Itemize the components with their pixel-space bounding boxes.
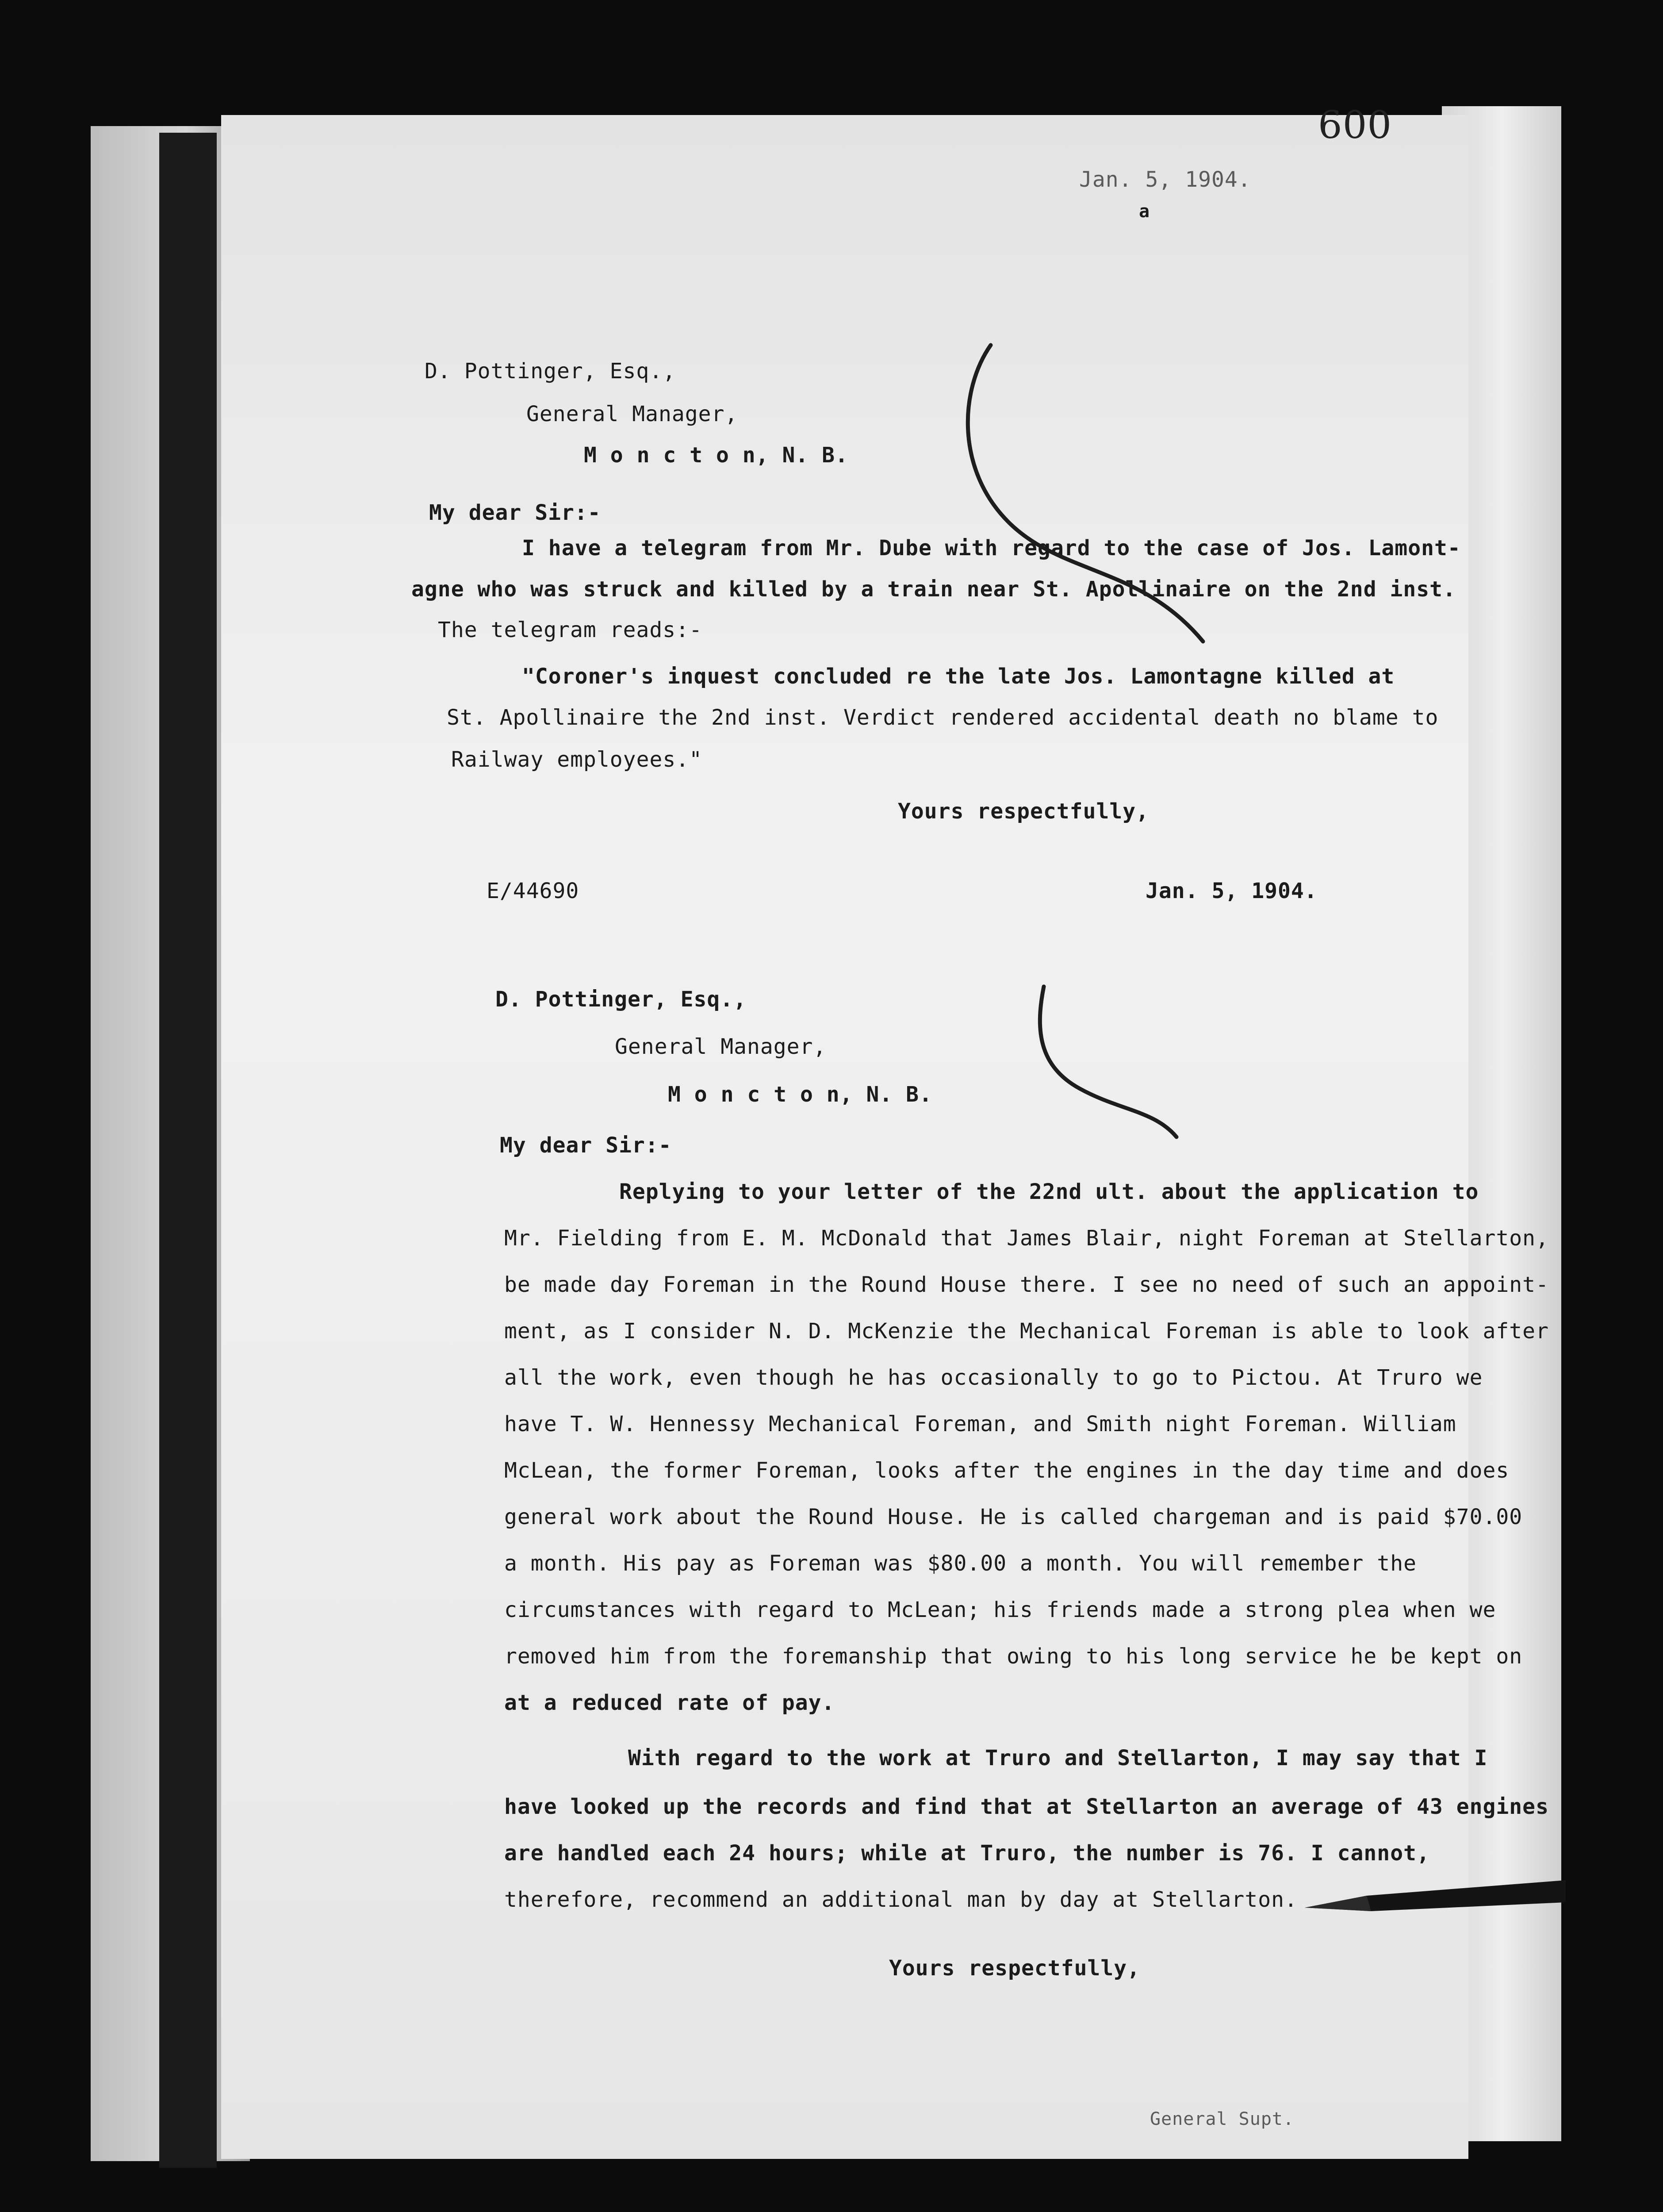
- letter1-recipient-name: D. Pottinger, Esq.,: [425, 359, 676, 384]
- letter2-recipient-title: General Manager,: [615, 1034, 827, 1059]
- letter2-salutation: My dear Sir:-: [500, 1133, 672, 1158]
- letter2-paragraph1-line: have T. W. Hennessy Mechanical Foreman, and Smith night Foreman. William: [504, 1412, 1456, 1436]
- letter2-paragraph1-line: be made day Foreman in the Round House there. I see no need of such an appoint-: [504, 1272, 1549, 1297]
- letter2-paragraph2-line: With regard to the work at Truro and Stellarton, I may say that I: [628, 1746, 1488, 1770]
- letter2-signature: General Supt.: [1150, 2109, 1295, 2129]
- stray-hair-stroke: [1031, 978, 1190, 1146]
- letter1-salutation: My dear Sir:-: [429, 500, 601, 525]
- letter2-paragraph2-line: therefore, recommend an additional man by day at Stellarton.: [504, 1887, 1298, 1912]
- letter1-mark: a: [1139, 201, 1150, 222]
- stray-hair-stroke: [955, 336, 1230, 655]
- letter2-paragraph2-line: have looked up the records and find that at Stellarton an average of 43 engines: [504, 1794, 1549, 1819]
- letter2-recipient-place: M o n c t o n, N. B.: [668, 1082, 932, 1107]
- letter1-date: Jan. 5, 1904.: [1079, 167, 1251, 192]
- letter2-closing: Yours respectfully,: [889, 1956, 1141, 1981]
- letterbook-page: [221, 103, 1549, 2159]
- letter2-paragraph1-line: all the work, even though he has occasionally to go to Pictou. At Truro we: [504, 1365, 1483, 1390]
- letter1-quote-line: St. Apollinaire the 2nd inst. Verdict rendered accidental death no blame to: [447, 705, 1439, 730]
- page-number: 600: [1318, 103, 1392, 147]
- letter2-date: Jan. 5, 1904.: [1146, 879, 1318, 903]
- letter1-body-line: agne who was struck and killed by a train near St. Apollinaire on the 2nd inst.: [411, 577, 1456, 602]
- letter1-body-line: The telegram reads:-: [438, 618, 702, 642]
- letter2-paragraph1-line: McLean, the former Foreman, looks after the engines in the day time and does: [504, 1458, 1510, 1483]
- letter2-paragraph1-line: at a reduced rate of pay.: [504, 1690, 835, 1715]
- letter2-paragraph2-line: are handled each 24 hours; while at Truro, the number is 76. I cannot,: [504, 1841, 1430, 1866]
- pen-icon: [1305, 1876, 1566, 1924]
- letter1-recipient-title: General Manager,: [526, 402, 738, 426]
- letter2-paragraph1-line: ment, as I consider N. D. McKenzie the Mechanical Foreman is able to look after: [504, 1319, 1549, 1344]
- letter2-paragraph1-line: a month. His pay as Foreman was $80.00 a month. You will remember the: [504, 1551, 1417, 1576]
- letter1-body-line: I have a telegram from Mr. Dube with regard to the case of Jos. Lamont-: [522, 536, 1461, 561]
- letter2-paragraph1-line: general work about the Round House. He is called chargeman and is paid $70.00: [504, 1505, 1523, 1529]
- letter2-recipient-name: D. Pottinger, Esq.,: [495, 987, 747, 1012]
- letter1-closing: Yours respectfully,: [898, 799, 1150, 824]
- letter1-quote-line: "Coroner's inquest concluded re the late Jos. Lamontagne killed at: [522, 664, 1395, 689]
- letter2-paragraph1-line: Mr. Fielding from E. M. McDonald that James Blair, night Foreman at Stellarton,: [504, 1226, 1549, 1251]
- letter2-paragraph1-line: Replying to your letter of the 22nd ult. about the application to: [619, 1179, 1479, 1204]
- letter2-file-reference: E/44690: [487, 879, 579, 903]
- letter2-paragraph1-line: removed him from the foremanship that owing to his long service he be kept on: [504, 1644, 1523, 1669]
- binding-gap: [159, 133, 217, 2168]
- letter1-recipient-place: M o n c t o n, N. B.: [584, 443, 848, 468]
- letter2-paragraph1-line: circumstances with regard to McLean; his friends made a strong plea when we: [504, 1598, 1496, 1622]
- letter1-quote-line: Railway employees.": [451, 747, 703, 772]
